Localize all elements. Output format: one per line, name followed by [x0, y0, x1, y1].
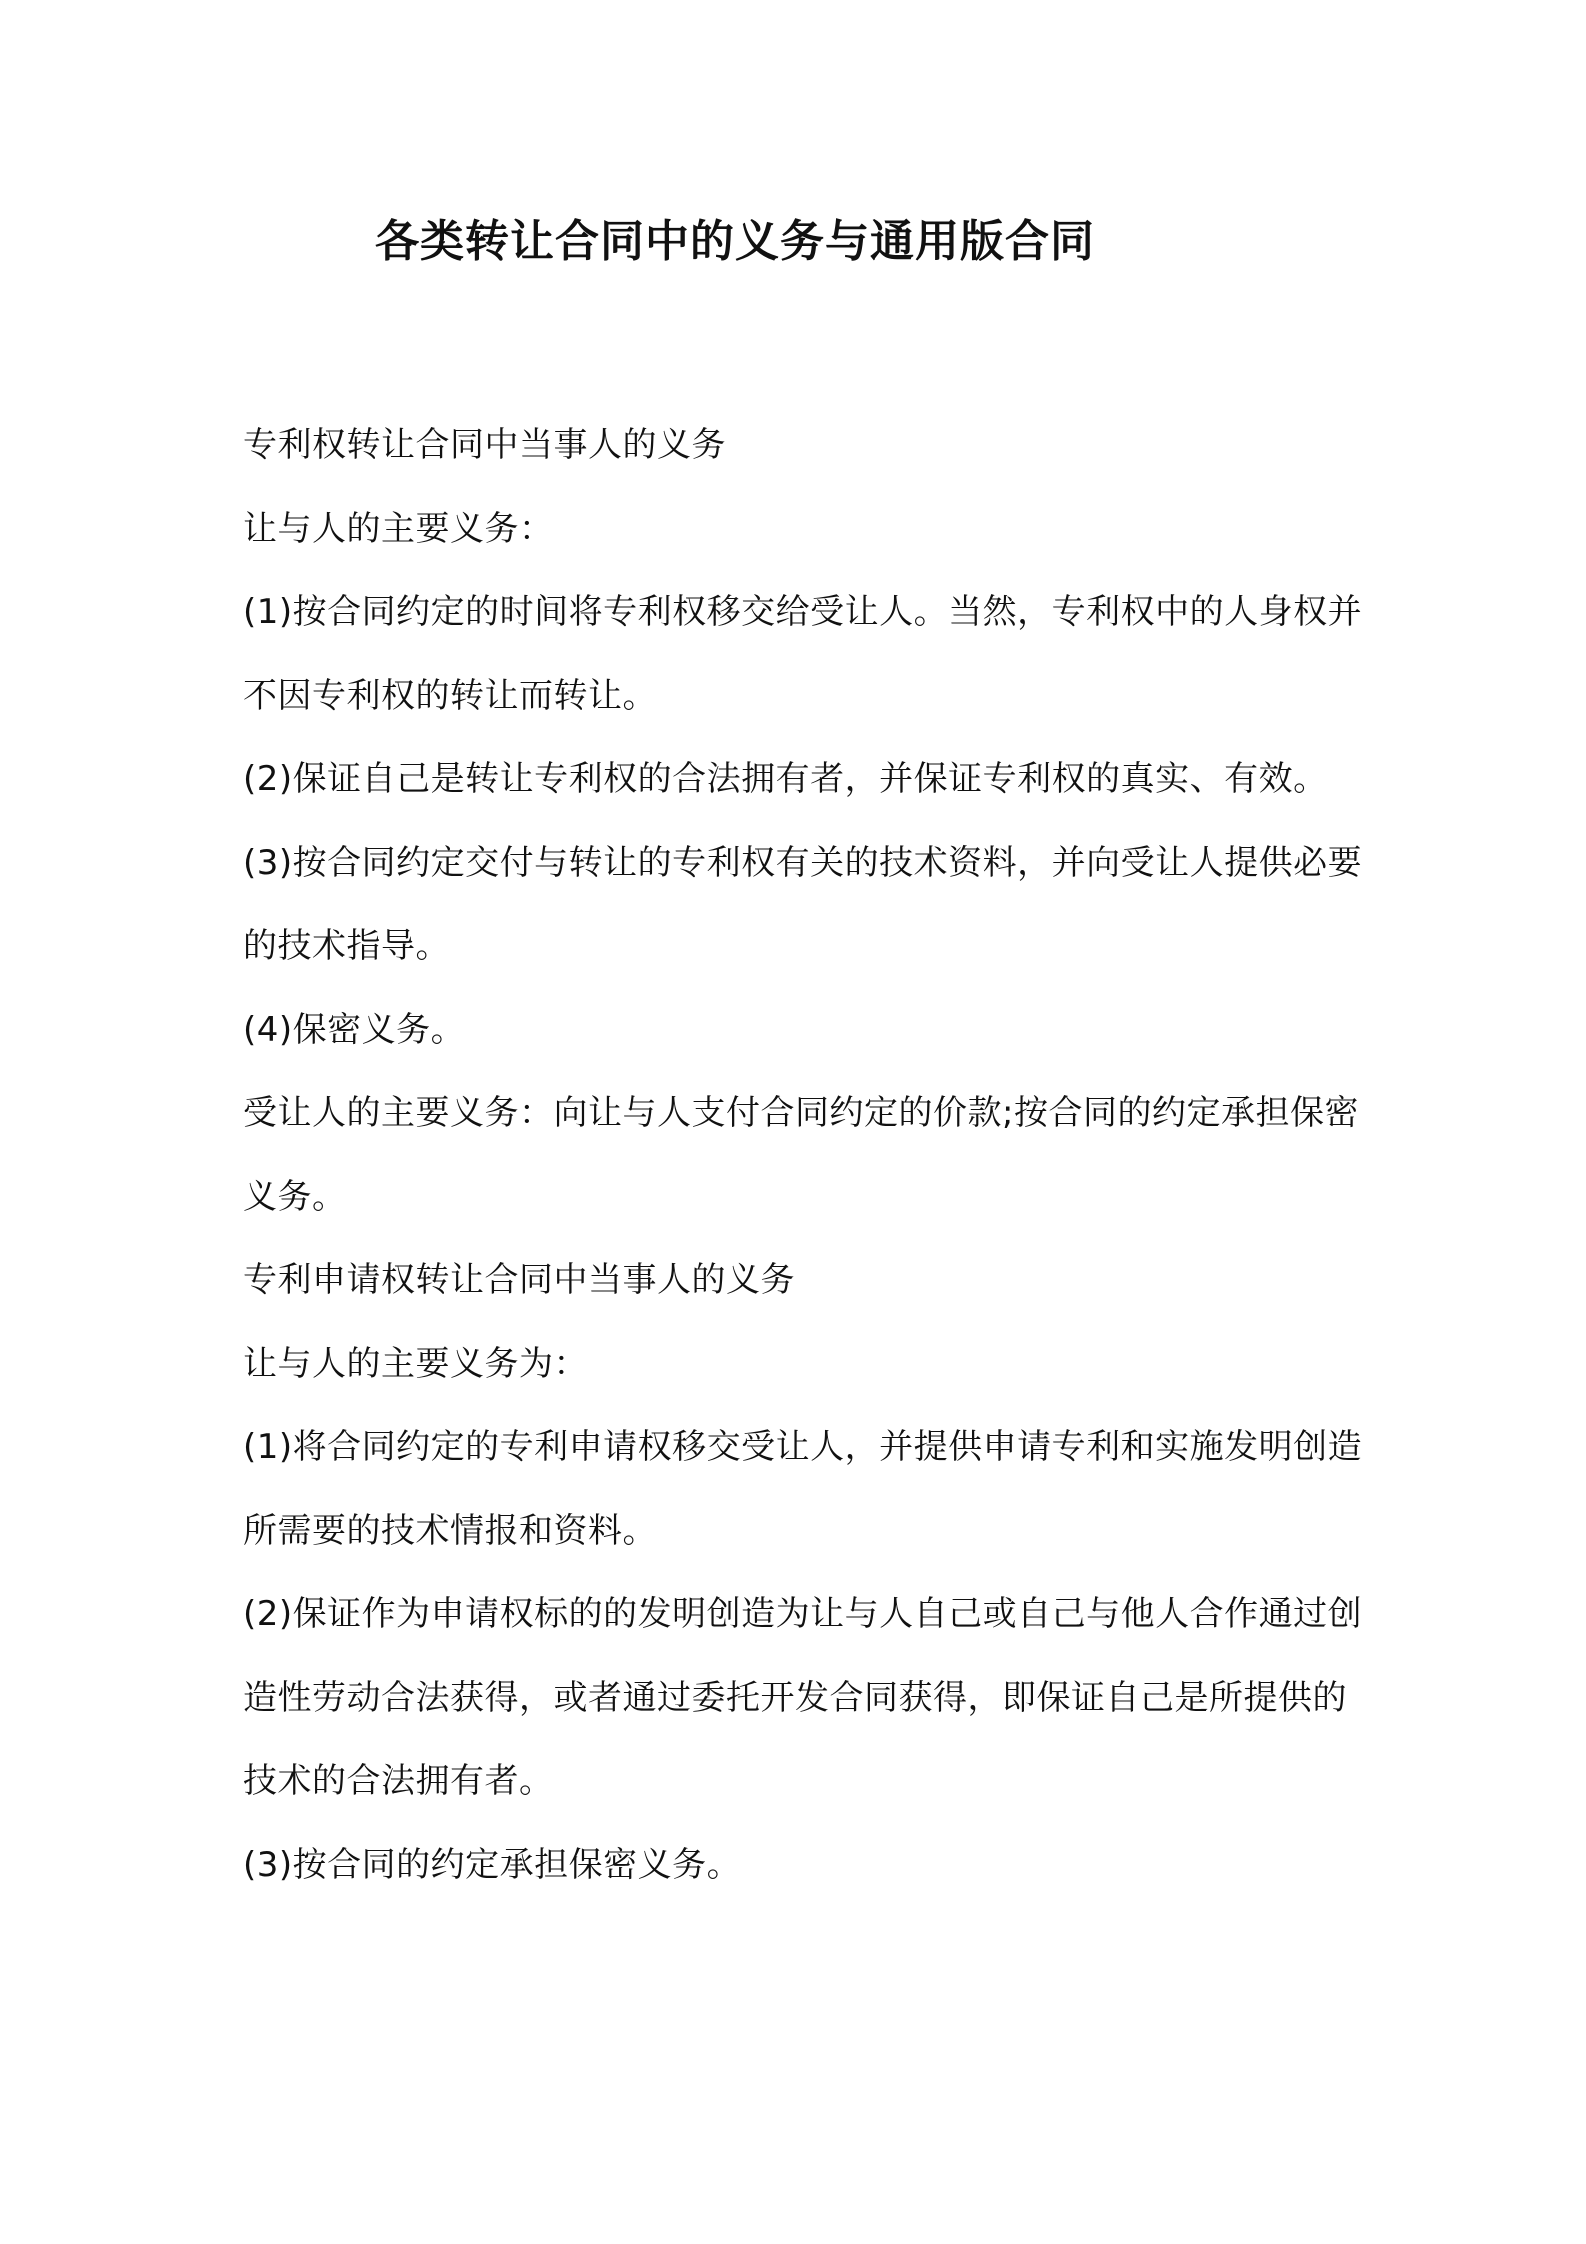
paragraph-assignor-duties-heading-2: 让与人的主要义务为： — [243, 1343, 588, 1384]
paragraph-application-duty-3: (3)按合同的约定承担保密义务。 — [243, 1844, 742, 1885]
paragraph-assignee-duties: 受让人的主要义务：向让与人支付合同约定的价款;按合同的约定承担保密义务。 — [243, 1093, 1359, 1217]
paragraph-duty-3: (3)按合同约定交付与转让的专利权有关的技术资料，并向受让人提供必要的技术指导。 — [243, 842, 1363, 966]
paragraph-assignor-duties-heading: 让与人的主要义务： — [243, 508, 554, 549]
paragraph-duty-2: (2)保证自己是转让专利权的合法拥有者，并保证专利权的真实、有效。 — [243, 759, 1328, 799]
document-title: 各类转让合同中的义务与通用版合同 — [375, 216, 1095, 267]
paragraph-application-duty-1: (1)将合同约定的专利申请权移交受让人，并提供申请专利和实施发明创造所需要的技术情报和资料。 — [243, 1427, 1363, 1551]
paragraph-duty-1: (1)按合同约定的时间将专利权移交给受让人。当然，专利权中的人身权并不因专利权的转让而转让。 — [243, 592, 1363, 716]
paragraph-duty-4: (4)保密义务。 — [243, 1009, 466, 1050]
section-heading-application-transfer: 专利申请权转让合同中当事人的义务 — [243, 1260, 795, 1300]
section-heading-patent-transfer: 专利权转让合同中当事人的义务 — [243, 425, 726, 465]
paragraph-application-duty-2: (2)保证作为申请权标的的发明创造为让与人自己或自己与他人合作通过创造性劳动合法获得，或者通过委托开发合同获得，即保证自己是所提供的技术的合法拥有者。 — [243, 1594, 1363, 1801]
document-body — [243, 404, 1367, 1907]
